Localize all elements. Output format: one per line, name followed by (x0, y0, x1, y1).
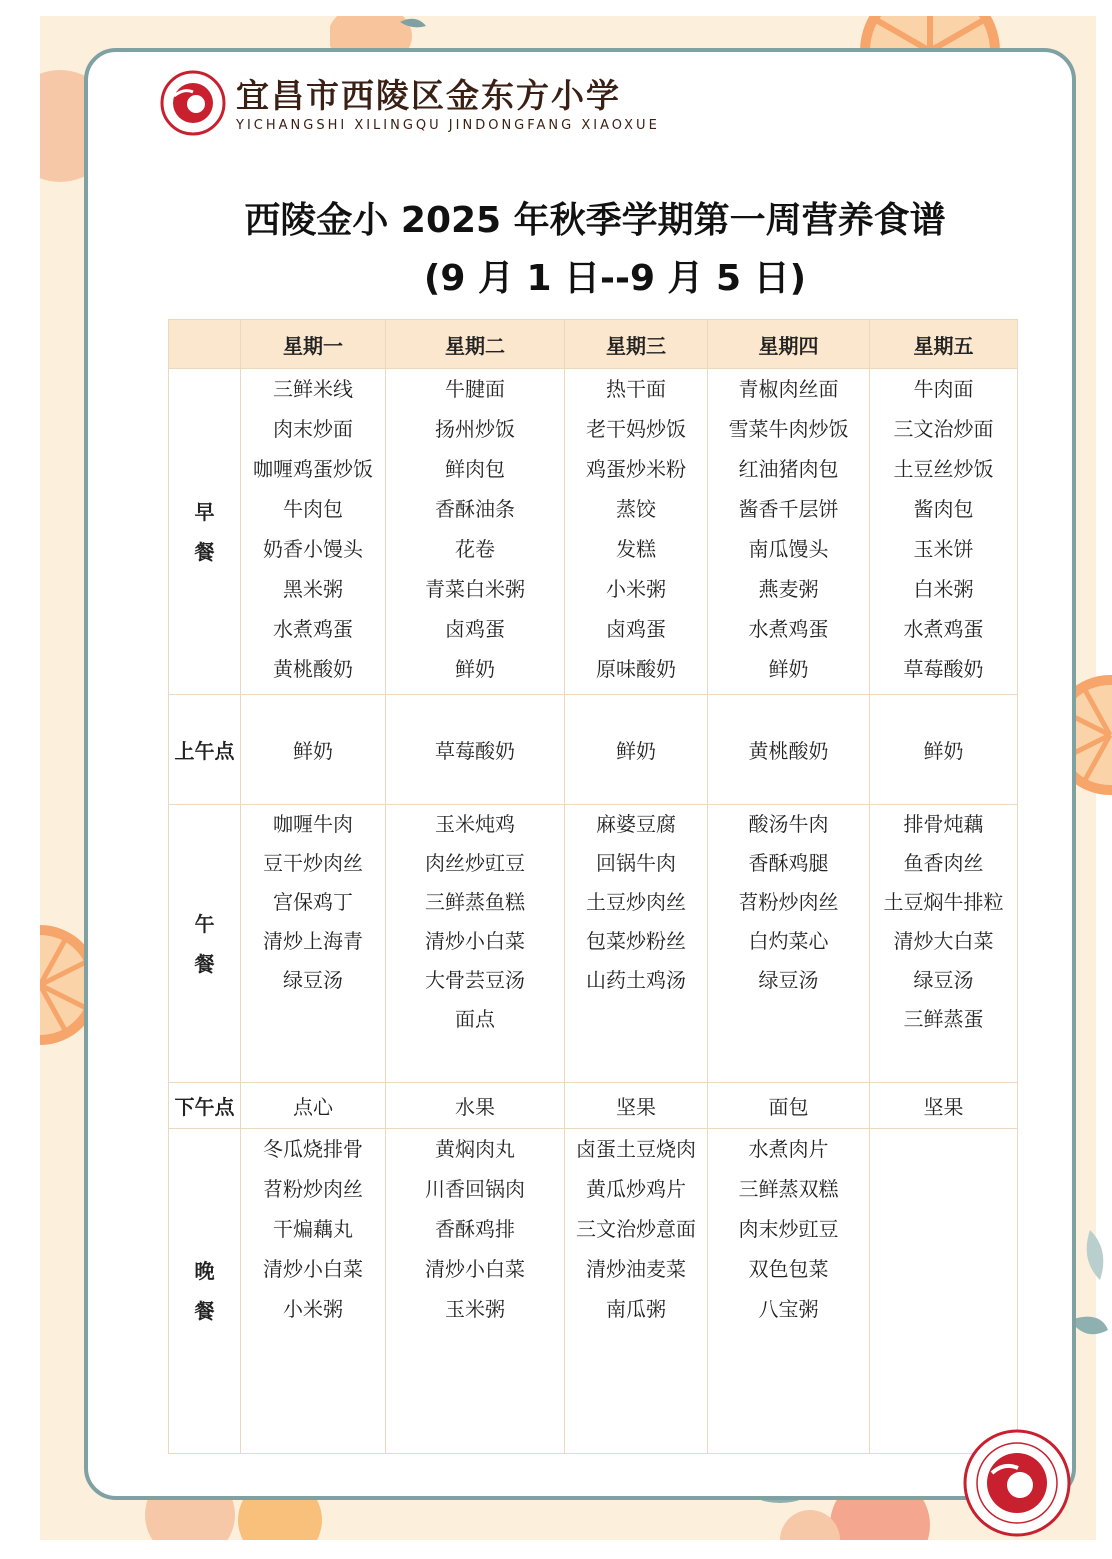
dinner-cell (241, 1129, 386, 1454)
dish-item: 土豆焖牛排粒 (883, 890, 1004, 914)
dish-item: 发糕 (616, 537, 656, 561)
dinner-cell (386, 1129, 565, 1454)
page-title: 西陵金小 2025 年秋季学期第一周营养食谱 (244, 200, 946, 241)
dish-item: 宫保鸡丁 (273, 890, 353, 914)
dish-item: 八宝粥 (758, 1297, 819, 1321)
dish-item: 雪菜牛肉炒饭 (728, 417, 849, 441)
afternoon-snack-cell: 面包 (708, 1083, 870, 1129)
morning-snack-cell: 鲜奶 (241, 695, 386, 805)
lunch-cell (708, 805, 870, 1083)
school-name-en: YICHANGSHI XILINGQU JINDONGFANG XIAOXUE (236, 118, 660, 133)
dish-item: 清炒小白菜 (425, 929, 525, 953)
afternoon-snack-row (169, 1083, 1018, 1129)
dish-item: 玉米粥 (445, 1297, 505, 1321)
table-header-row (169, 320, 1018, 369)
school-name-cn: 宜昌市西陵区金东方小学 (236, 76, 621, 115)
dish-item: 青椒肉丝面 (738, 377, 839, 401)
dish-item: 肉末炒豇豆 (738, 1217, 839, 1241)
dish-item: 酸汤牛肉 (748, 812, 829, 836)
dish-item: 草莓酸奶 (903, 657, 984, 681)
dish-item: 大骨芸豆汤 (425, 968, 525, 992)
dish-item: 原味酸奶 (596, 657, 676, 681)
dish-item: 回锅牛肉 (596, 851, 676, 875)
lunch-cell (870, 805, 1018, 1083)
dish-item: 鲜奶 (768, 657, 809, 681)
dish-item: 酱香千层饼 (738, 497, 839, 521)
dish-item: 双色包菜 (748, 1257, 829, 1281)
dinner-cell (870, 1129, 1018, 1454)
header-corner (169, 320, 241, 369)
dish-item: 南瓜馒头 (748, 537, 829, 561)
dish-item: 山药土鸡汤 (586, 968, 686, 992)
dish-item: 玉米饼 (913, 537, 974, 561)
lunch-row (169, 805, 1018, 1083)
dish-item: 卤鸡蛋 (606, 617, 666, 641)
dish-item: 黄桃酸奶 (273, 657, 353, 681)
dish-item: 豆干炒肉丝 (263, 851, 363, 875)
dish-item: 水煮鸡蛋 (903, 617, 984, 641)
morning-snack-cell: 鲜奶 (870, 695, 1018, 805)
breakfast-cell (708, 369, 870, 695)
dish-item: 三文治炒意面 (576, 1217, 696, 1241)
breakfast-cell (386, 369, 565, 695)
dish-item: 水煮鸡蛋 (273, 617, 353, 641)
morning-snack-cell: 草莓酸奶 (386, 695, 565, 805)
dish-item: 冬瓜烧排骨 (263, 1137, 363, 1161)
dish-item: 黄焖肉丸 (435, 1137, 515, 1161)
dish-item: 红油猪肉包 (738, 457, 839, 481)
dish-item: 白米粥 (913, 577, 974, 601)
dish-item: 南瓜粥 (606, 1297, 666, 1321)
dish-item: 鸡蛋炒米粉 (586, 457, 686, 481)
dish-item: 水煮肉片 (748, 1137, 829, 1161)
page-subtitle: (9 月 1 日--9 月 5 日) (423, 258, 807, 299)
dinner-cell (708, 1129, 870, 1454)
dish-item: 包菜炒粉丝 (586, 929, 686, 953)
morning-snack-row (169, 695, 1018, 805)
dish-item: 清炒大白菜 (893, 929, 994, 953)
day-header: 星期三 (565, 320, 708, 369)
breakfast-cell (241, 369, 386, 695)
dish-item: 黑米粥 (283, 577, 343, 601)
dish-item: 苕粉炒肉丝 (263, 1177, 363, 1201)
morning-snack-label: 上午点 (169, 695, 241, 805)
lunch-label-cell (169, 805, 241, 1083)
breakfast-cell (870, 369, 1018, 695)
lunch-cell (386, 805, 565, 1083)
dish-item: 苕粉炒肉丝 (738, 890, 839, 914)
dish-item: 卤蛋土豆烧肉 (576, 1137, 696, 1161)
breakfast-label-cell (169, 369, 241, 695)
dish-item: 三鲜蒸鱼糕 (425, 890, 525, 914)
dish-item: 燕麦粥 (758, 577, 819, 601)
dish-item: 清炒小白菜 (425, 1257, 525, 1281)
dish-item: 土豆丝炒饭 (893, 457, 994, 481)
afternoon-snack-cell: 水果 (386, 1083, 565, 1129)
dish-item: 川香回锅肉 (425, 1177, 525, 1201)
dish-item: 三鲜蒸双糕 (738, 1177, 839, 1201)
dish-item: 小米粥 (283, 1297, 343, 1321)
lunch-label: 午餐 (194, 911, 215, 976)
dinner-label: 晚餐 (194, 1259, 215, 1323)
dish-item: 清炒油麦菜 (586, 1257, 686, 1281)
dish-item: 肉末炒面 (273, 417, 353, 441)
dish-item: 鲜肉包 (445, 457, 505, 481)
dish-item: 咖喱牛肉 (273, 812, 353, 836)
dinner-row (169, 1129, 1018, 1454)
dish-item: 花卷 (455, 537, 495, 561)
lunch-cell (241, 805, 386, 1083)
dish-item: 扬州炒饭 (435, 417, 515, 441)
school-logo-icon (160, 70, 226, 136)
afternoon-snack-cell: 坚果 (565, 1083, 708, 1129)
dish-item: 三鲜蒸蛋 (903, 1007, 984, 1031)
day-header: 星期五 (870, 320, 1018, 369)
breakfast-row (169, 369, 1018, 695)
dish-item: 土豆炒肉丝 (586, 890, 686, 914)
dish-item: 绿豆汤 (913, 968, 974, 992)
dish-item: 肉丝炒豇豆 (425, 851, 525, 875)
dish-item: 绿豆汤 (283, 968, 343, 992)
dish-item: 青菜白米粥 (425, 577, 525, 601)
dish-item: 牛腱面 (445, 377, 505, 401)
dish-item: 香酥鸡腿 (748, 851, 829, 875)
dish-item: 香酥油条 (435, 497, 515, 521)
dish-item: 清炒上海青 (263, 929, 363, 953)
dish-item: 玉米炖鸡 (435, 812, 515, 836)
dinner-cell (565, 1129, 708, 1454)
weekly-menu-table (168, 319, 1018, 1454)
dish-item: 酱肉包 (913, 497, 974, 521)
dish-item: 牛肉面 (913, 377, 974, 401)
dinner-label-cell (169, 1129, 241, 1454)
education-group-seal-icon (962, 1428, 1072, 1538)
morning-snack-cell: 黄桃酸奶 (708, 695, 870, 805)
dish-item: 蒸饺 (616, 497, 656, 521)
dish-item: 鱼香肉丝 (903, 851, 984, 875)
dish-item: 奶香小馒头 (263, 537, 363, 561)
dish-item: 黄瓜炒鸡片 (586, 1177, 686, 1201)
breakfast-cell (565, 369, 708, 695)
dish-item: 水煮鸡蛋 (748, 617, 829, 641)
lunch-cell (565, 805, 708, 1083)
dish-item: 三鲜米线 (273, 377, 353, 401)
dish-item: 咖喱鸡蛋炒饭 (253, 457, 373, 481)
dish-item: 小米粥 (606, 577, 666, 601)
dish-item: 清炒小白菜 (263, 1257, 363, 1281)
dish-item: 三文治炒面 (893, 417, 994, 441)
dish-item: 麻婆豆腐 (596, 812, 676, 836)
day-header: 星期四 (708, 320, 870, 369)
dish-item: 香酥鸡排 (435, 1217, 515, 1241)
dish-item: 绿豆汤 (758, 968, 819, 992)
afternoon-snack-label: 下午点 (169, 1083, 241, 1129)
day-header: 星期二 (386, 320, 565, 369)
breakfast-label: 早餐 (194, 499, 215, 564)
dish-item: 卤鸡蛋 (445, 617, 505, 641)
dish-item: 鲜奶 (455, 657, 495, 681)
dish-item: 老干妈炒饭 (586, 417, 686, 441)
morning-snack-cell: 鲜奶 (565, 695, 708, 805)
afternoon-snack-cell: 坚果 (870, 1083, 1018, 1129)
dish-item: 白灼菜心 (748, 929, 829, 953)
dish-item: 牛肉包 (283, 497, 343, 521)
dish-item: 热干面 (606, 377, 666, 401)
dish-item: 排骨炖藕 (903, 812, 984, 836)
dish-item: 面点 (455, 1007, 495, 1031)
afternoon-snack-cell: 点心 (241, 1083, 386, 1129)
dish-item: 干煸藕丸 (273, 1217, 353, 1241)
day-header: 星期一 (241, 320, 386, 369)
